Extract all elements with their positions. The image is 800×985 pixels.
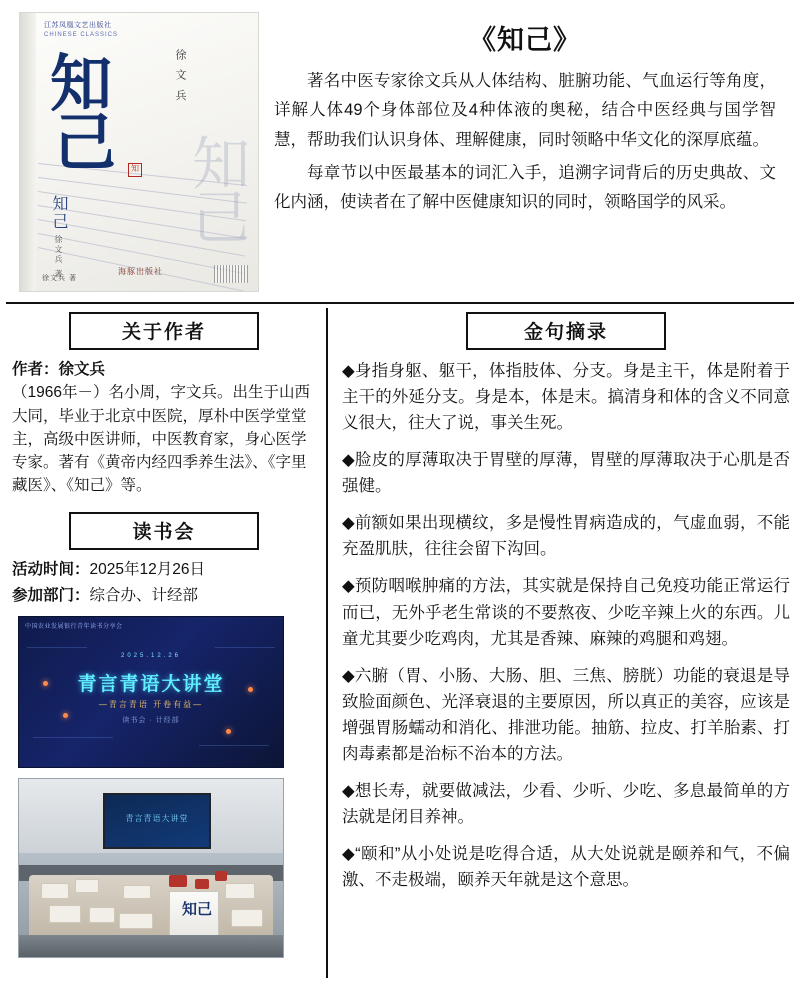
book-cover-container: [10, 8, 268, 296]
top-section: [0, 0, 800, 300]
book-cover-image: [19, 12, 259, 292]
right-column: [334, 304, 794, 984]
quote-item: ◆身指身躯、躯干，体指肢体、分支。身是主干，体是附着于主干的外延分支。身是本，体是末。搞清身和体的含义不同意义很大，往大了说，事关生死。: [342, 362, 790, 433]
cover-publisher-en: CHINESE CLASSICS: [44, 32, 119, 39]
intro-paragraph-1: 著名中医专家徐文兵从人体结构、脏腑功能、气血运行等角度，详解人体49个身体部位及4种体液的奥秘，结合中医经典与国学智慧，帮助我们认识身体、理解健康，同时领略中华文化的深厚底蕴。: [274, 72, 776, 149]
quote-item: ◆想长寿，就要做减法，少看、少听、少吃、多息最简单的方法就是闭目养神。: [342, 781, 790, 826]
author-section-title: 关于作者: [69, 312, 259, 350]
cover-spine-title: 知己: [50, 195, 69, 231]
cover-title-char-2: 己: [54, 105, 115, 179]
quotes-section-title: 金句摘录: [466, 312, 666, 350]
room-screen-text: 青言青语大讲堂: [125, 813, 189, 823]
event-room-photo: [18, 778, 284, 958]
left-column: [6, 304, 324, 984]
club-dept-label: 参加部门：: [12, 586, 90, 604]
room-book-stack: [169, 891, 219, 939]
cover-barcode: [214, 265, 248, 283]
quote-item: ◆六腑（胃、小肠、大肠、胆、三焦、膀胱）功能的衰退是导致脸面颜色、光泽衰退的主要原因，所以真正的美容，应该是增强胃肠蠕动和消化、排泄功能。抽筋、拉皮、打羊胎素、打肉毒素都是治标不治本的方法。: [342, 666, 790, 763]
club-time-value: 2025年12月26日: [89, 560, 205, 578]
club-time-line: [12, 558, 316, 582]
event-banner-photo: [18, 616, 284, 768]
room-book-title: 知己: [182, 899, 213, 918]
room-chairs: [19, 935, 283, 957]
quotes-list: [342, 358, 790, 893]
cover-title-char-1: 知: [50, 47, 111, 120]
quote-item: ◆“颐和”从小处说是吃得合适，从大处说就是颐养和气，不偏激、不走极端，颐养天年就是这个意思。: [342, 845, 790, 890]
vertical-divider: [326, 308, 328, 978]
cover-publisher: [44, 21, 118, 40]
banner-title: 青言青语大讲堂: [77, 672, 225, 695]
cover-main-title: [50, 47, 115, 179]
quote-item: ◆预防咽喉肿痛的方法，其实就是保持自己免疫功能正常运行而已，无外乎老生常谈的不要熬夜、少吃辛辣上火的东西。儿童尤其要少吃鸡肉，尤其是香辣、麻辣的鸡腿和鸡翅。: [342, 577, 790, 648]
cover-watermark-title: 知己: [182, 133, 250, 241]
room-screen: [103, 793, 211, 849]
author-name-line: [12, 358, 316, 381]
quote-item: ◆脸皮的厚薄取决于胃壁的厚薄，胃壁的厚薄取决于心肌是否强健。: [342, 451, 790, 496]
bottom-section: [0, 304, 800, 984]
book-intro: [268, 8, 790, 296]
club-dept-value: 综合办、计经部: [89, 586, 199, 604]
cover-author-name: 徐 文 兵: [174, 49, 186, 104]
author-label: 作者：: [12, 361, 59, 378]
author-name: 徐文兵: [58, 361, 106, 378]
cover-spine: [20, 13, 36, 291]
club-time-label: 活动时间：: [12, 560, 90, 578]
author-bio-text: （1966年－）名小周，字文兵。出生于山西大同，毕业于北京中医院，厚朴中医学堂堂主，高级中医讲师，中医教育家，身心医学专家。著有《黄帝内经四季养生法》、《字里藏医》、《知己》等。: [12, 384, 310, 495]
cover-publisher-cn: 江苏凤凰文艺出版社: [44, 22, 112, 29]
banner-date: 2025.12.26: [120, 652, 182, 659]
banner-subtitle-2: 读书会 · 计经部: [122, 716, 180, 724]
author-bio-block: [12, 358, 316, 498]
cover-seal-stamp: 知: [128, 163, 142, 177]
cover-spine-author: 徐文兵 著: [54, 235, 63, 280]
quote-item: ◆前额如果出现横纹，多是慢性胃病造成的，气虚血弱，不能充盈肌肤，往往会留下沟回。: [342, 514, 790, 559]
banner-subtitle: —青言青语 开卷有益—: [98, 699, 204, 709]
cover-publisher-logo: 海豚出版社: [118, 267, 163, 276]
cover-footer-text: 徐文兵 著: [42, 275, 77, 282]
page-title: 《知己》: [469, 25, 581, 56]
banner-top-text: 中国农业发展银行青年读书分享会: [25, 623, 123, 630]
intro-paragraph-2: 每章节以中医最基本的词汇入手，追溯字词背后的历史典故、文化内涵，使读者在了解中医健康知识的同时，领略国学的风采。: [274, 164, 776, 212]
club-section-title: 读书会: [69, 512, 259, 550]
club-dept-line: [12, 584, 316, 608]
